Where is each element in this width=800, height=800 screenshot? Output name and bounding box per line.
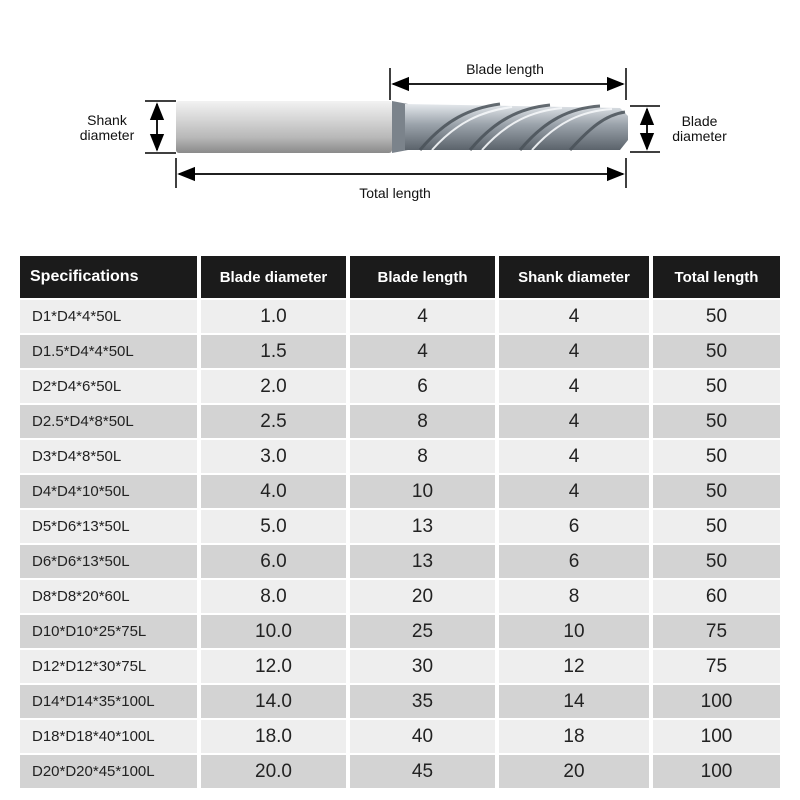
blade-diameter-cell: 4.0 (201, 473, 350, 508)
blade-diameter-cell: 10.0 (201, 613, 350, 648)
blade-diameter-cell: 2.0 (201, 368, 350, 403)
shank-diameter-cell: 4 (499, 473, 653, 508)
blade-diameter-line1: Blade (681, 113, 718, 129)
spec-cell: D3*D4*8*50L (20, 438, 201, 473)
shank-diameter-cell: 6 (499, 508, 653, 543)
blade-length-cell: 4 (350, 298, 499, 333)
shank-body (176, 101, 392, 153)
shank-diameter-cell: 8 (499, 578, 653, 613)
total-length-cell: 50 (653, 298, 780, 333)
blade-diameter-line2: diameter (672, 128, 727, 144)
table-row (20, 368, 780, 403)
table-row (20, 753, 780, 788)
spec-cell: D1*D4*4*50L (20, 298, 201, 333)
blade-length-cell: 8 (350, 438, 499, 473)
table-row (20, 613, 780, 648)
blade-diameter-cell: 20.0 (201, 753, 350, 788)
shank-diameter-cell: 14 (499, 683, 653, 718)
header-shank-diameter: Shank diameter (499, 256, 653, 298)
table-row (20, 298, 780, 333)
blade-diameter-cell: 8.0 (201, 578, 350, 613)
blade-length-cell: 13 (350, 543, 499, 578)
table-header-row (20, 256, 780, 298)
total-length-cell: 50 (653, 543, 780, 578)
spec-cell: D14*D14*35*100L (20, 683, 201, 718)
blade-diameter-label (662, 114, 737, 144)
shank-diameter-cell: 4 (499, 298, 653, 333)
specifications-table (20, 256, 780, 788)
spec-cell: D12*D12*30*75L (20, 648, 201, 683)
blade-diameter-cell: 3.0 (201, 438, 350, 473)
header-total-length: Total length (653, 256, 780, 298)
blade-diameter-cell: 1.5 (201, 333, 350, 368)
shank-diameter-line1: Shank (87, 112, 127, 128)
end-mill-diagram (0, 0, 800, 230)
total-length-label: Total length (359, 185, 431, 201)
table-body (20, 298, 780, 788)
spec-cell: D20*D20*45*100L (20, 753, 201, 788)
blade-diameter-cell: 14.0 (201, 683, 350, 718)
table-row (20, 718, 780, 753)
blade-length-cell: 8 (350, 403, 499, 438)
shank-diameter-line2: diameter (79, 127, 135, 143)
blade-length-cell: 13 (350, 508, 499, 543)
total-length-cell: 50 (653, 333, 780, 368)
shank-diameter-cell: 4 (499, 368, 653, 403)
blade-length-cell: 45 (350, 753, 499, 788)
total-length-cell: 50 (653, 368, 780, 403)
total-length-cell: 60 (653, 578, 780, 613)
shank-diameter-cell: 4 (499, 403, 653, 438)
spec-cell: D10*D10*25*75L (20, 613, 201, 648)
table-row (20, 578, 780, 613)
header-blade-diameter: Blade diameter (201, 256, 350, 298)
blade-diameter-cell: 2.5 (201, 403, 350, 438)
total-length-cell: 100 (653, 753, 780, 788)
blade-diameter-cell: 6.0 (201, 543, 350, 578)
spec-cell: D5*D6*13*50L (20, 508, 201, 543)
shank-diameter-cell: 12 (499, 648, 653, 683)
total-length-cell: 50 (653, 403, 780, 438)
spec-cell: D18*D18*40*100L (20, 718, 201, 753)
total-length-cell: 100 (653, 683, 780, 718)
total-length-cell: 50 (653, 508, 780, 543)
table-row (20, 438, 780, 473)
blade-length-cell: 30 (350, 648, 499, 683)
blade-length-cell: 40 (350, 718, 499, 753)
blade-length-label: Blade length (466, 61, 544, 77)
header-specifications: Specifications (20, 256, 201, 298)
table-row (20, 543, 780, 578)
blade-diameter-cell: 12.0 (201, 648, 350, 683)
table-row (20, 648, 780, 683)
blade-diameter-cell: 18.0 (201, 718, 350, 753)
shank-diameter-cell: 4 (499, 438, 653, 473)
total-length-cell: 100 (653, 718, 780, 753)
total-length-cell: 50 (653, 473, 780, 508)
shank-diameter-cell: 6 (499, 543, 653, 578)
total-length-cell: 75 (653, 648, 780, 683)
shank-diameter-label (72, 113, 142, 143)
blade-diameter-cell: 1.0 (201, 298, 350, 333)
spec-cell: D2*D4*6*50L (20, 368, 201, 403)
total-length-cell: 50 (653, 438, 780, 473)
spec-cell: D1.5*D4*4*50L (20, 333, 201, 368)
spec-cell: D6*D6*13*50L (20, 543, 201, 578)
shank-diameter-cell: 10 (499, 613, 653, 648)
blade-length-cell: 4 (350, 333, 499, 368)
blade-length-cell: 35 (350, 683, 499, 718)
table-row (20, 473, 780, 508)
spec-cell: D8*D8*20*60L (20, 578, 201, 613)
shank-diameter-cell: 18 (499, 718, 653, 753)
blade-length-cell: 20 (350, 578, 499, 613)
spec-cell: D4*D4*10*50L (20, 473, 201, 508)
table-row (20, 403, 780, 438)
table-row (20, 333, 780, 368)
blade-length-cell: 6 (350, 368, 499, 403)
blade-length-cell: 25 (350, 613, 499, 648)
header-blade-length: Blade length (350, 256, 499, 298)
blade-diameter-cell: 5.0 (201, 508, 350, 543)
blade-length-cell: 10 (350, 473, 499, 508)
spec-cell: D2.5*D4*8*50L (20, 403, 201, 438)
shank-diameter-cell: 20 (499, 753, 653, 788)
table-row (20, 683, 780, 718)
total-length-cell: 75 (653, 613, 780, 648)
shank-diameter-cell: 4 (499, 333, 653, 368)
table-row (20, 508, 780, 543)
